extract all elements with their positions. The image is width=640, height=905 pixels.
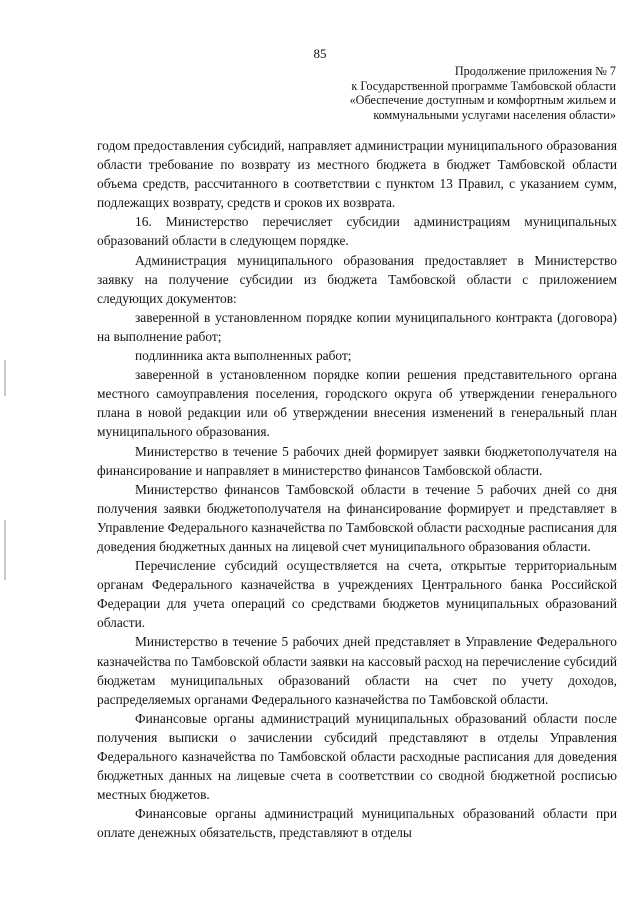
paragraph: заверенной в установленном порядке копии муниципального контракта (договора) на выполнение работ; xyxy=(97,309,617,344)
paragraph: 16. Министерство перечисляет субсидии администрациям муниципальных образований области в следующем порядке. xyxy=(97,214,617,249)
paragraph: годом предоставления субсидий, направляет администрации муниципального образования области требование по возврату из местного бюджета в бюджет Тамбовской области объема средств, рассчитанного в соответствии с пунктом 13 Правил, с указанием сумм, подлежащих возврату, средств и сроков их возврата. xyxy=(97,138,617,211)
appendix-header-line: к Государственной программе Тамбовской области xyxy=(351,78,616,93)
paragraph: Перечисление субсидий осуществляется на счета, открытые территориальным органам Федерального казначейства в учреждениях Центрального банка Российской Федерации для учета операций со средствами бюджетов муниципальных образований области. xyxy=(97,558,617,631)
scan-margin-mark xyxy=(4,520,6,580)
appendix-header-line: коммунальными услугами населения области» xyxy=(373,107,616,122)
paragraph: Министерство в течение 5 рабочих дней формирует заявки бюджетополучателя на финансирование и направляет в министерство финансов Тамбовской области. xyxy=(97,443,617,478)
paragraph: Администрация муниципального образования предоставляет в Министерство заявку на получение субсидии из бюджета Тамбовской области с приложением следующих документов: xyxy=(97,252,617,306)
paragraph: Министерство финансов Тамбовской области в течение 5 рабочих дней со дня получения заявки бюджетополучателя на финансирование формирует и представляет в Управление Федерального казначейства по Тамбовской области расходные расписания для доведения бюджетных данных на лицевой счет муниципального образования области. xyxy=(97,481,617,554)
appendix-header xyxy=(286,64,616,122)
paragraph: подлинника акта выполненных работ; xyxy=(135,348,352,364)
scan-margin-mark xyxy=(4,360,6,396)
page-number: 85 xyxy=(313,46,327,61)
paragraph: Министерство в течение 5 рабочих дней представляет в Управление Федерального казначейства по Тамбовской области заявки на кассовый расход на перечисление субсидий бюджетам муниципальных образований области на счет по учету доходов, распределяемых органами Федерального казначейства по Тамбовской области. xyxy=(97,634,617,707)
paragraph: Финансовые органы администраций муниципальных образований области при оплате денежных обязательств, представляют в отделы xyxy=(97,806,617,841)
paragraph: заверенной в установленном порядке копии решения представительного органа местного самоуправления поселения, городского округа об утверждении генерального плана в новой редакции или об утверждении внесения изменений в генеральный план муниципального образования. xyxy=(97,367,617,440)
appendix-header-line: «Обеспечение доступным и комфортным жильем и xyxy=(349,93,616,107)
appendix-header-line: Продолжение приложения № 7 xyxy=(454,64,616,78)
document-body xyxy=(97,136,617,842)
paragraph: Финансовые органы администраций муниципальных образований области после получения выписки о зачислении субсидий представляют в отделы Управления Федерального казначейства по Тамбовской области расходные расписания для доведения бюджетных данных на лицевые счета в соответствии со сводной бюджетной росписью местных бюджетов. xyxy=(97,710,617,803)
